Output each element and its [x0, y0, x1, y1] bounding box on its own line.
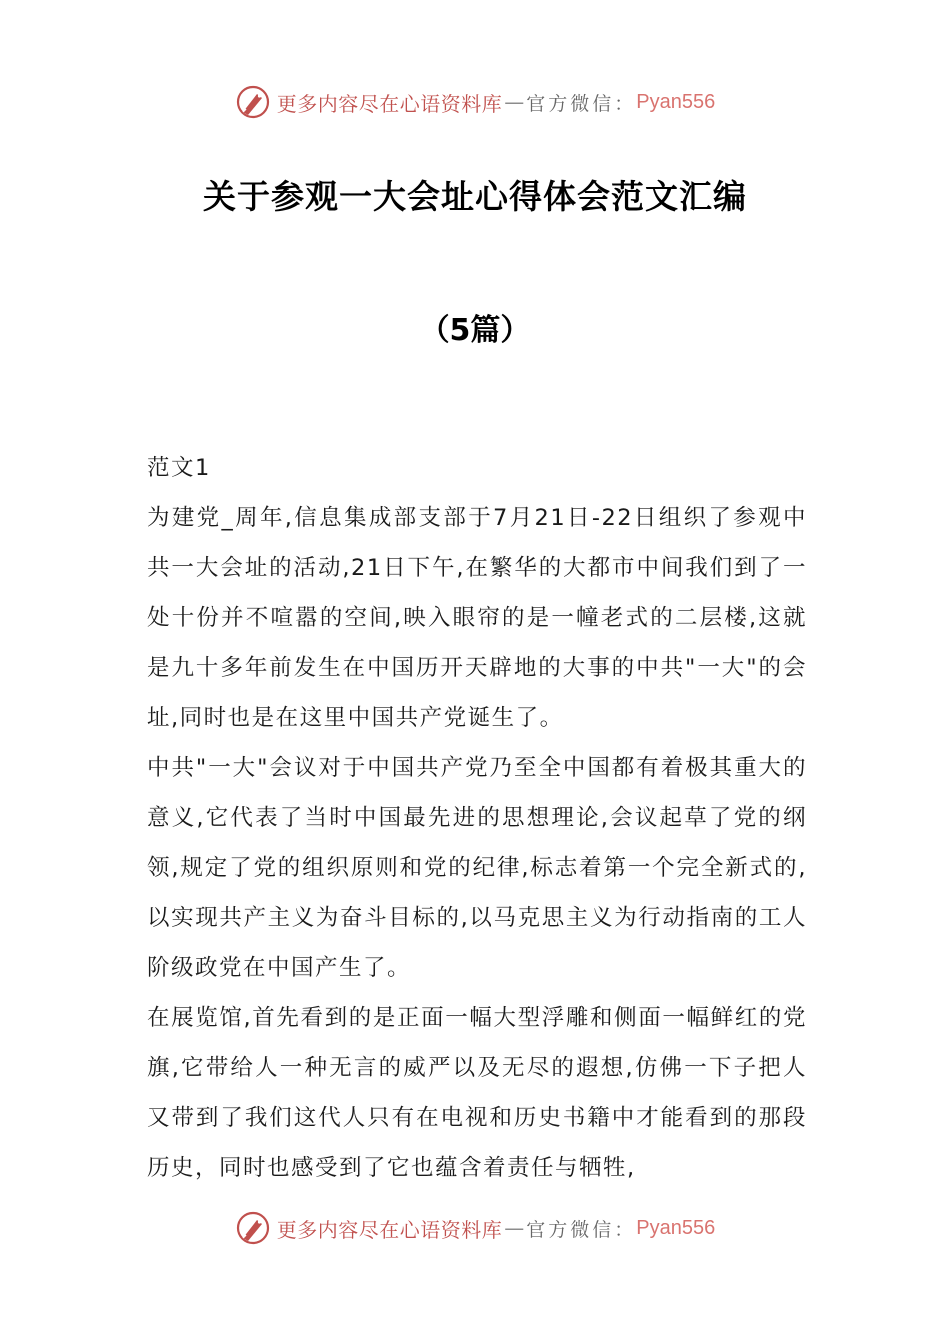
banner-separator: —	[504, 90, 525, 114]
paragraph-3: 在展览馆,首先看到的是正面一幅大型浮雕和侧面一幅鲜红的党旗,它带给人一种无言的威严以及无尽的遐想,仿佛一下子把人又带到了我们这代人只有在电视和历史书籍中才能看到的那段历史，同时也感受到了它也蕴含着责任与牺牲,	[147, 1005, 807, 1181]
pen-nib-logo-icon	[235, 1210, 271, 1246]
banner-separator: —	[504, 1216, 525, 1240]
banner-wechat-label: 官方微信：	[526, 1218, 637, 1241]
banner-wechat-id: Pyan556	[636, 90, 716, 113]
paragraph-1: 为建党_周年,信息集成部支部于7月21日-22日组织了参观中共一大会址的活动,21日下午,在繁华的大都市中间我们到了一处十份并不喧嚣的空间,映入眼帘的是一幢老式的二层楼,这就是九十多年前发生在中国历开天辟地的大事的中共"一大"的会址,同时也是在这里中国共产党诞生了。	[147, 505, 807, 731]
banner-wechat-id: Pyan556	[636, 1216, 716, 1239]
paragraph-2: 中共"一大"会议对于中国共产党乃至全中国都有着极其重大的意义,它代表了当时中国最先进的思想理论,会议起草了党的纲领,规定了党的组织原则和党的纪律,标志着第一个完全新式的,以实现共产主义为奋斗目标的,以马克思主义为行动指南的工人阶级政党在中国产生了。	[147, 755, 807, 981]
document-subtitle: （5篇）	[419, 313, 531, 348]
footer-banner	[0, 1208, 950, 1248]
pen-nib-logo-icon	[235, 84, 271, 120]
banner-text: 更多内容尽在心语资料库	[276, 1217, 503, 1242]
document-title: 关于参观一大会址心得体会范文汇编	[203, 177, 747, 216]
banner-text: 更多内容尽在心语资料库	[276, 91, 503, 116]
header-banner	[0, 82, 950, 122]
document-body	[147, 443, 807, 1193]
section-heading: 范文1	[147, 455, 211, 481]
banner-wechat-label: 官方微信：	[526, 92, 637, 115]
